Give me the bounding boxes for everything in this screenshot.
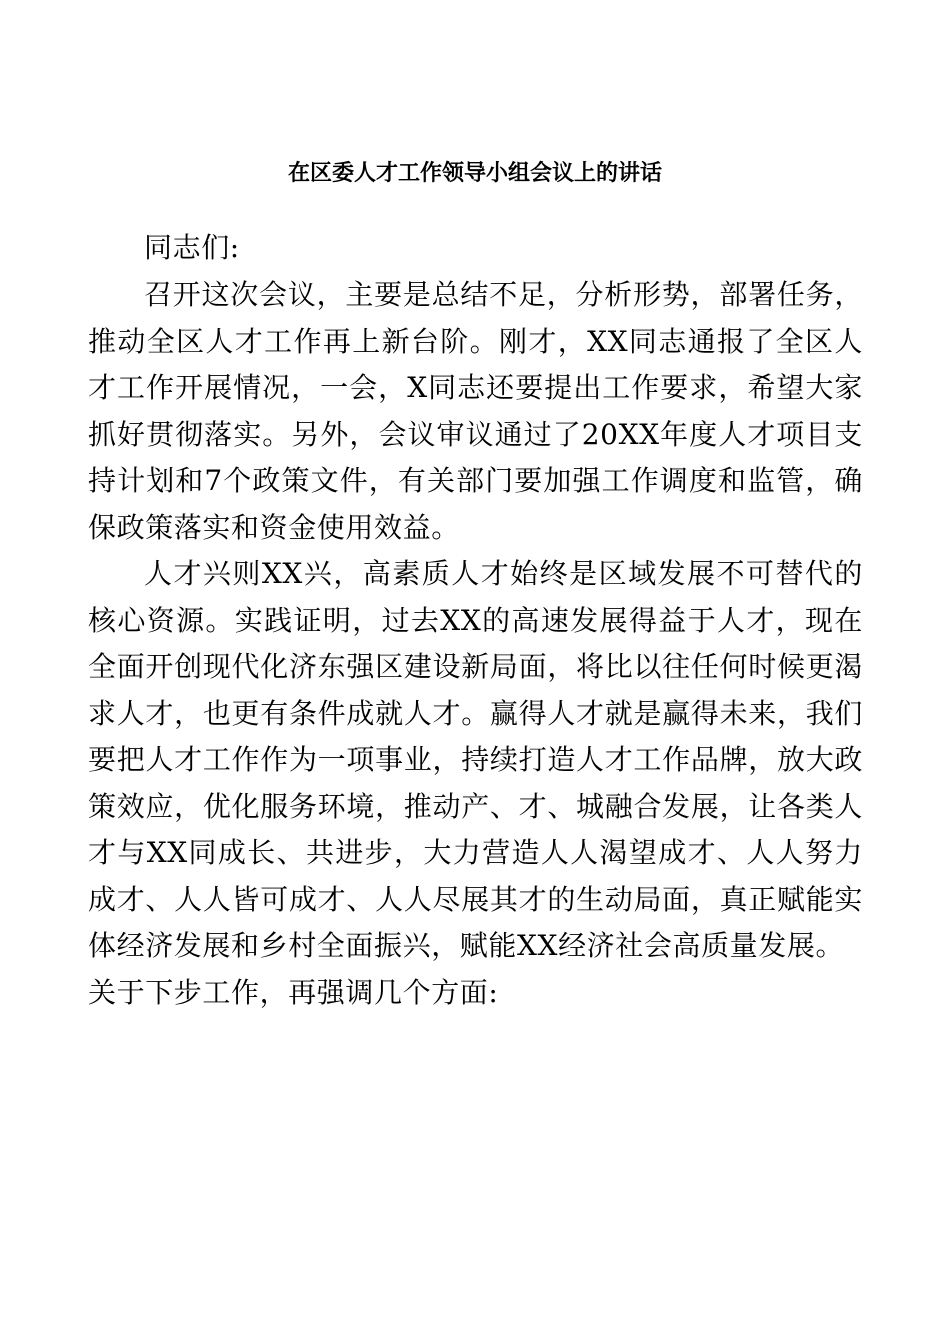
closing-line: 关于下步工作，再强调几个方面:: [88, 975, 499, 1009]
body-paragraph-1: 召开这次会议，主要是总结不足，分析形势，部署任务，推动全区人才工作再上新台阶。刚才，XX同志通报了全区人才工作开展情况，一会，X同志还要提出工作要求，希望大家抓好贯彻落实。另外，会议审议通过了20XX年度人才项目支持计划和7个政策文件，有关部门要加强工作调度和监管，确保政策落实和资金使用效益。: [88, 278, 863, 544]
document-body: [88, 225, 863, 1016]
salutation: 同志们:: [144, 231, 240, 264]
document-title: 在区委人才工作领导小组会议上的讲话: [287, 161, 662, 186]
body-paragraph-2: 人才兴则XX兴，高素质人才始终是区域发展不可替代的核心资源。实践证明，过去XX的高速发展得益于人才，现在全面开创现代化济东强区建设新局面，将比以往任何时候更渴求人才，也更有条件成就人才。赢得人才就是赢得未来，我们要把人才工作作为一项事业，持续打造人才工作品牌，放大政策效应，优化服务环境，推动产、才、城融合发展，让各类人才与XX同成长、共进步，大力营造人人渴望成才、人人努力成才、人人皆可成才、人人尽展其才的生动局面，真正赋能实体经济发展和乡村全面振兴，赋能XX经济社会高质量发展。: [88, 557, 863, 962]
